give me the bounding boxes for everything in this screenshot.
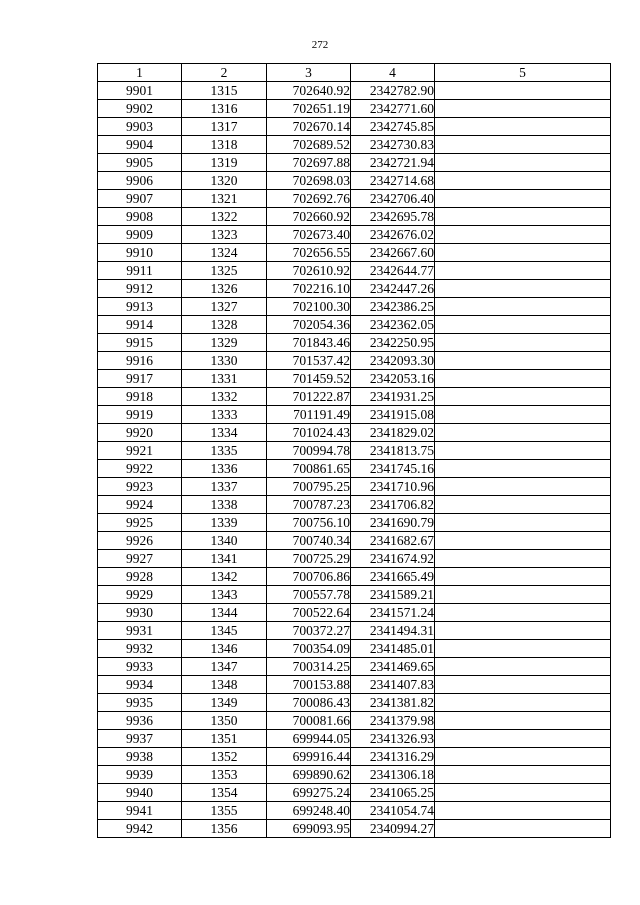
table-cell: 2342676.02 [351, 226, 435, 244]
table-cell: 700795.25 [267, 478, 351, 496]
table-cell [435, 262, 611, 280]
table-cell: 1353 [182, 766, 267, 784]
table-row [98, 190, 611, 208]
table-cell: 9942 [98, 820, 182, 838]
table-cell: 2342745.85 [351, 118, 435, 136]
table-cell: 1343 [182, 586, 267, 604]
table-cell: 2342667.60 [351, 244, 435, 262]
table-row [98, 586, 611, 604]
table-cell [435, 460, 611, 478]
table-cell [435, 208, 611, 226]
table-cell: 9941 [98, 802, 182, 820]
table-row [98, 208, 611, 226]
table-cell [435, 154, 611, 172]
table-cell: 2341407.83 [351, 676, 435, 694]
table-cell [435, 496, 611, 514]
table-cell [435, 532, 611, 550]
table-cell: 1327 [182, 298, 267, 316]
table-cell [435, 82, 611, 100]
table-cell: 9920 [98, 424, 182, 442]
table-cell [435, 334, 611, 352]
table-cell: 2341379.98 [351, 712, 435, 730]
table-cell: 1318 [182, 136, 267, 154]
table-cell: 9919 [98, 406, 182, 424]
table-cell: 1347 [182, 658, 267, 676]
table-cell: 9905 [98, 154, 182, 172]
table-cell: 702610.92 [267, 262, 351, 280]
column-header: 5 [435, 64, 611, 82]
table-cell [435, 802, 611, 820]
table-cell: 700522.64 [267, 604, 351, 622]
table-cell: 2341745.16 [351, 460, 435, 478]
table-cell: 702656.55 [267, 244, 351, 262]
table-cell: 2342714.68 [351, 172, 435, 190]
table-cell: 1332 [182, 388, 267, 406]
header-row [98, 64, 611, 82]
table-cell: 1348 [182, 676, 267, 694]
table-cell: 702670.14 [267, 118, 351, 136]
table-cell: 2341706.82 [351, 496, 435, 514]
table-cell [435, 136, 611, 154]
table-cell: 9939 [98, 766, 182, 784]
table-cell [435, 550, 611, 568]
table-cell: 2341469.65 [351, 658, 435, 676]
table-cell: 701843.46 [267, 334, 351, 352]
table-cell: 2342771.60 [351, 100, 435, 118]
table-row [98, 748, 611, 766]
table-row [98, 802, 611, 820]
table-cell: 1322 [182, 208, 267, 226]
table-cell: 1320 [182, 172, 267, 190]
table-cell: 1349 [182, 694, 267, 712]
table-row [98, 262, 611, 280]
table-cell: 2342362.05 [351, 316, 435, 334]
table-cell [435, 730, 611, 748]
table-row [98, 154, 611, 172]
table-cell: 9918 [98, 388, 182, 406]
table-cell: 9911 [98, 262, 182, 280]
table-cell: 2342093.30 [351, 352, 435, 370]
table-cell: 9932 [98, 640, 182, 658]
table-cell: 1346 [182, 640, 267, 658]
table-row [98, 334, 611, 352]
table-cell: 9933 [98, 658, 182, 676]
table-cell: 2342695.78 [351, 208, 435, 226]
table-cell [435, 244, 611, 262]
table-cell [435, 316, 611, 334]
table-row [98, 766, 611, 784]
column-header: 2 [182, 64, 267, 82]
table-cell: 9931 [98, 622, 182, 640]
table-row [98, 478, 611, 496]
table-cell: 699248.40 [267, 802, 351, 820]
table-cell: 9915 [98, 334, 182, 352]
table-cell [435, 586, 611, 604]
table-cell: 700861.65 [267, 460, 351, 478]
table-cell [435, 712, 611, 730]
table-cell: 699093.95 [267, 820, 351, 838]
table-cell [435, 118, 611, 136]
table-cell: 2341065.25 [351, 784, 435, 802]
table-cell: 1333 [182, 406, 267, 424]
table-row [98, 244, 611, 262]
table-cell: 702651.19 [267, 100, 351, 118]
table-cell: 2342730.83 [351, 136, 435, 154]
table-row [98, 496, 611, 514]
table-cell: 2342706.40 [351, 190, 435, 208]
table-row [98, 820, 611, 838]
table-row [98, 370, 611, 388]
table-row [98, 460, 611, 478]
table-cell: 1342 [182, 568, 267, 586]
table-cell: 2341381.82 [351, 694, 435, 712]
table-cell: 9938 [98, 748, 182, 766]
table-cell [435, 820, 611, 838]
table-cell: 1330 [182, 352, 267, 370]
table-cell [435, 298, 611, 316]
table-cell [435, 568, 611, 586]
table-cell: 701222.87 [267, 388, 351, 406]
table-cell: 2341682.67 [351, 532, 435, 550]
table-cell: 2341589.21 [351, 586, 435, 604]
table-cell: 9921 [98, 442, 182, 460]
table-cell: 700725.29 [267, 550, 351, 568]
table-cell: 1316 [182, 100, 267, 118]
table-row [98, 118, 611, 136]
table-row [98, 694, 611, 712]
table-cell: 1344 [182, 604, 267, 622]
table-cell: 701459.52 [267, 370, 351, 388]
table-row [98, 406, 611, 424]
table-cell: 2341494.31 [351, 622, 435, 640]
table-row [98, 532, 611, 550]
table-cell: 9930 [98, 604, 182, 622]
table-row [98, 388, 611, 406]
table-cell: 2341690.79 [351, 514, 435, 532]
table-cell: 2341571.24 [351, 604, 435, 622]
table-cell: 2341665.49 [351, 568, 435, 586]
table-cell: 700740.34 [267, 532, 351, 550]
table-cell: 699916.44 [267, 748, 351, 766]
table-cell: 2341931.25 [351, 388, 435, 406]
table-cell: 1324 [182, 244, 267, 262]
table-row [98, 604, 611, 622]
table-row [98, 442, 611, 460]
table-cell: 1336 [182, 460, 267, 478]
table-cell: 1341 [182, 550, 267, 568]
table-cell: 2342053.16 [351, 370, 435, 388]
table-cell: 1317 [182, 118, 267, 136]
table-cell: 702692.76 [267, 190, 351, 208]
table-cell: 9901 [98, 82, 182, 100]
table-cell: 699890.62 [267, 766, 351, 784]
page-number: 272 [311, 39, 329, 51]
table-cell [435, 784, 611, 802]
table-cell: 2341054.74 [351, 802, 435, 820]
table-cell: 700086.43 [267, 694, 351, 712]
table-row [98, 676, 611, 694]
table-cell: 1328 [182, 316, 267, 334]
table-row [98, 298, 611, 316]
table-cell: 1355 [182, 802, 267, 820]
table-cell: 9925 [98, 514, 182, 532]
table-cell [435, 100, 611, 118]
table-cell [435, 514, 611, 532]
table-cell: 700787.23 [267, 496, 351, 514]
table-cell: 699275.24 [267, 784, 351, 802]
table-row [98, 316, 611, 334]
table-cell [435, 352, 611, 370]
table-cell: 2341674.92 [351, 550, 435, 568]
table-cell: 1345 [182, 622, 267, 640]
table-cell: 2342386.25 [351, 298, 435, 316]
table-row [98, 622, 611, 640]
table-cell: 1337 [182, 478, 267, 496]
table-cell: 1334 [182, 424, 267, 442]
table-cell: 702673.40 [267, 226, 351, 244]
table-cell: 9929 [98, 586, 182, 604]
table-cell: 701024.43 [267, 424, 351, 442]
table-row [98, 640, 611, 658]
table-cell: 9934 [98, 676, 182, 694]
table-cell: 1338 [182, 496, 267, 514]
table-cell: 702698.03 [267, 172, 351, 190]
table-cell: 702100.30 [267, 298, 351, 316]
table-row [98, 514, 611, 532]
table-cell: 1354 [182, 784, 267, 802]
table-cell [435, 190, 611, 208]
table-cell: 702689.52 [267, 136, 351, 154]
table-cell [435, 766, 611, 784]
table-cell: 1356 [182, 820, 267, 838]
table-row [98, 172, 611, 190]
table-cell: 2341306.18 [351, 766, 435, 784]
table-cell [435, 658, 611, 676]
table-cell: 1321 [182, 190, 267, 208]
table-cell: 2340994.27 [351, 820, 435, 838]
table-cell: 9902 [98, 100, 182, 118]
table-cell: 701191.49 [267, 406, 351, 424]
table-cell [435, 622, 611, 640]
table-cell: 2341316.29 [351, 748, 435, 766]
table-cell: 1315 [182, 82, 267, 100]
table-cell: 699944.05 [267, 730, 351, 748]
table-cell: 9917 [98, 370, 182, 388]
column-header: 4 [351, 64, 435, 82]
table-cell: 2342447.26 [351, 280, 435, 298]
table-row [98, 226, 611, 244]
table-cell: 9928 [98, 568, 182, 586]
table-row [98, 658, 611, 676]
table-cell: 2342782.90 [351, 82, 435, 100]
table-row [98, 82, 611, 100]
table-cell: 702054.36 [267, 316, 351, 334]
column-header: 1 [98, 64, 182, 82]
table-cell: 1351 [182, 730, 267, 748]
table-cell: 1325 [182, 262, 267, 280]
table-cell [435, 280, 611, 298]
table-cell: 9914 [98, 316, 182, 334]
table-cell: 9903 [98, 118, 182, 136]
table-cell: 2341326.93 [351, 730, 435, 748]
table-cell: 700372.27 [267, 622, 351, 640]
table-row [98, 136, 611, 154]
table-cell: 1335 [182, 442, 267, 460]
table-cell: 9908 [98, 208, 182, 226]
table-cell: 702660.92 [267, 208, 351, 226]
table-cell: 700314.25 [267, 658, 351, 676]
table-cell: 1350 [182, 712, 267, 730]
table-row [98, 550, 611, 568]
table-row [98, 100, 611, 118]
table-cell [435, 676, 611, 694]
table-cell [435, 604, 611, 622]
table-cell: 9907 [98, 190, 182, 208]
table-cell: 9910 [98, 244, 182, 262]
table-cell [435, 478, 611, 496]
table-header [98, 64, 611, 82]
table-cell [435, 388, 611, 406]
table-cell [435, 406, 611, 424]
table-row [98, 424, 611, 442]
table-cell: 1319 [182, 154, 267, 172]
column-header: 3 [267, 64, 351, 82]
table-cell [435, 172, 611, 190]
table-cell: 700756.10 [267, 514, 351, 532]
table-cell: 9940 [98, 784, 182, 802]
table-cell: 702216.10 [267, 280, 351, 298]
table-cell: 1323 [182, 226, 267, 244]
table-cell: 1339 [182, 514, 267, 532]
table-cell: 9904 [98, 136, 182, 154]
table-cell: 2341710.96 [351, 478, 435, 496]
table-cell: 1352 [182, 748, 267, 766]
table-cell: 9935 [98, 694, 182, 712]
table-cell: 9926 [98, 532, 182, 550]
table-cell: 1331 [182, 370, 267, 388]
table-cell: 2342721.94 [351, 154, 435, 172]
table-cell: 2342250.95 [351, 334, 435, 352]
coordinates-table [97, 63, 611, 838]
table-cell: 1326 [182, 280, 267, 298]
table-cell [435, 424, 611, 442]
table-cell: 700994.78 [267, 442, 351, 460]
table-cell: 1340 [182, 532, 267, 550]
table-cell: 700354.09 [267, 640, 351, 658]
table-cell: 9927 [98, 550, 182, 568]
table-row [98, 784, 611, 802]
table-cell: 9923 [98, 478, 182, 496]
table-row [98, 712, 611, 730]
table-row [98, 568, 611, 586]
table-cell: 9912 [98, 280, 182, 298]
table-cell: 2341829.02 [351, 424, 435, 442]
table-cell: 9924 [98, 496, 182, 514]
table-cell: 700153.88 [267, 676, 351, 694]
table-row [98, 352, 611, 370]
table-cell: 701537.42 [267, 352, 351, 370]
table-cell: 2342644.77 [351, 262, 435, 280]
table-cell: 9913 [98, 298, 182, 316]
table-cell: 702640.92 [267, 82, 351, 100]
table-cell: 9936 [98, 712, 182, 730]
table-row [98, 730, 611, 748]
table-cell: 9916 [98, 352, 182, 370]
table-row [98, 280, 611, 298]
table-cell [435, 694, 611, 712]
table-cell [435, 748, 611, 766]
table-cell: 702697.88 [267, 154, 351, 172]
table-cell [435, 442, 611, 460]
table-cell: 9922 [98, 460, 182, 478]
table-cell: 9937 [98, 730, 182, 748]
table-cell [435, 370, 611, 388]
table-cell: 2341915.08 [351, 406, 435, 424]
table-cell [435, 226, 611, 244]
table-cell: 700706.86 [267, 568, 351, 586]
table-cell [435, 640, 611, 658]
table-cell: 1329 [182, 334, 267, 352]
table-cell: 700557.78 [267, 586, 351, 604]
table-cell: 2341813.75 [351, 442, 435, 460]
table-body [98, 82, 611, 838]
table-cell: 9909 [98, 226, 182, 244]
table-cell: 700081.66 [267, 712, 351, 730]
table-cell: 9906 [98, 172, 182, 190]
table-cell: 2341485.01 [351, 640, 435, 658]
